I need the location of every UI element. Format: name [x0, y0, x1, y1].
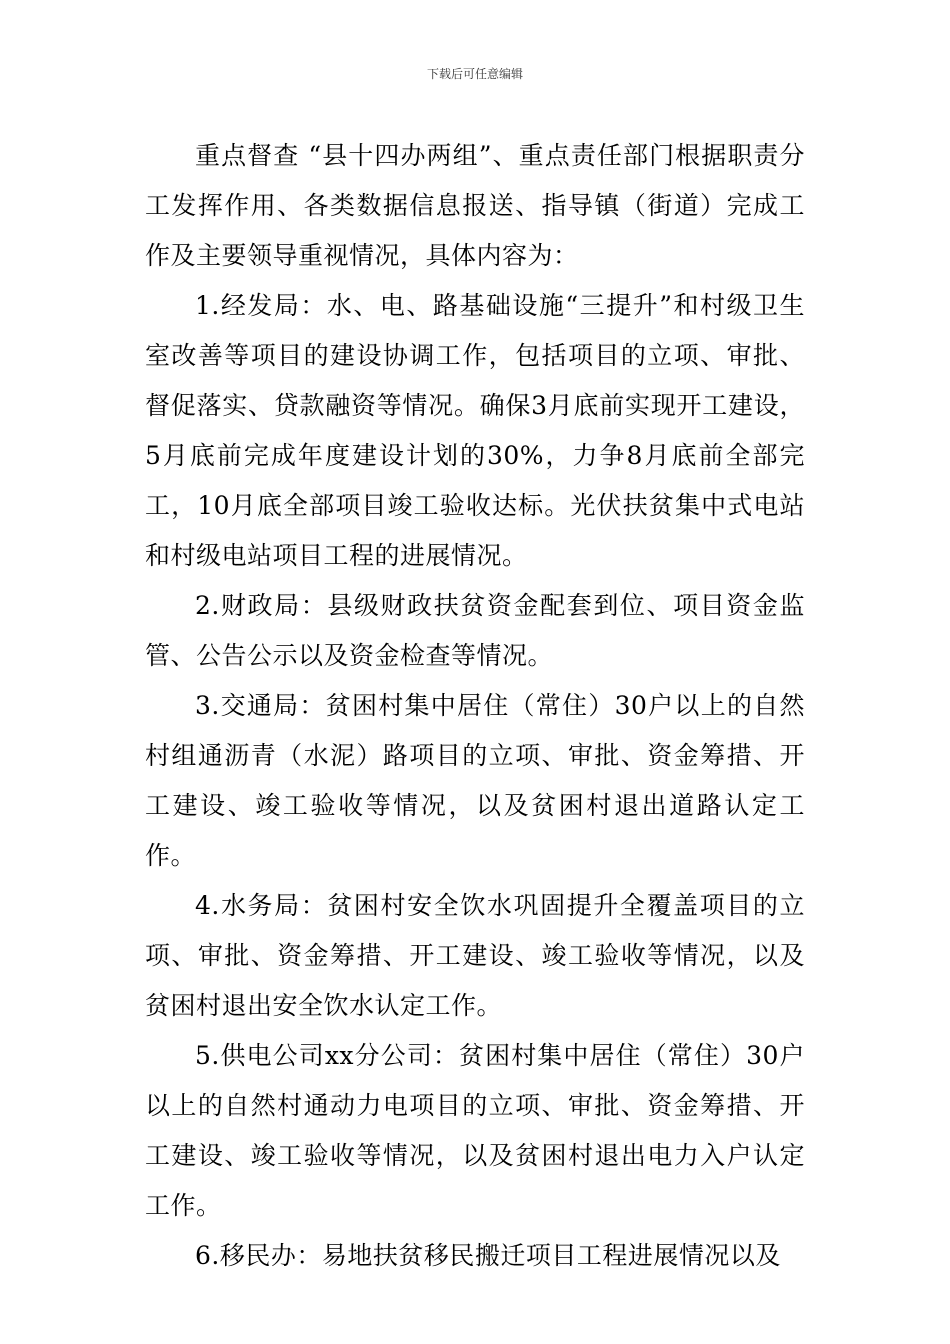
paragraph-intro: 重点督查 “县十四办两组”、重点责任部门根据职责分工发挥作用、各类数据信息报送、指导镇（街道）完成工作及主要领导重视情况，具体内容为： — [145, 141, 805, 270]
paragraph-water-bureau: 4.水务局：贫困村安全饮水巩固提升全覆盖项目的立项、审批、资金筹措、开工建设、竣工验收等情况，以及贫困村退出安全饮水认定工作。 — [145, 891, 805, 1020]
header-note: 下载后可任意编辑 — [426, 67, 523, 81]
paragraph-transport-bureau: 3.交通局：贫困村集中居住（常住）30户以上的自然村组通沥青（水泥）路项目的立项、审批、资金筹措、开工建设、竣工验收等情况，以及贫困村退出道路认定工作。 — [145, 691, 805, 870]
paragraph-finance-bureau: 2.财政局：县级财政扶贫资金配套到位、项目资金监管、公告公示以及资金检查等情况。 — [145, 591, 805, 670]
paragraph-power-company: 5.供电公司xx分公司：贫困村集中居住（常住）30户以上的自然村通动力电项目的立项、审批、资金筹措、开工建设、竣工验收等情况，以及贫困村退出电力入户认定工作。 — [145, 1041, 805, 1220]
paragraph-resettlement-office: 6.移民办：易地扶贫移民搬迁项目工程进展情况以及 — [195, 1241, 781, 1270]
paragraph-economic-bureau: 1.经发局：水、电、路基础设施“三提升”和村级卫生室改善等项目的建设协调工作，包括项目的立项、审批、督促落实、贷款融资等情况。确保3月底前实现开工建设，5月底前完成年度建设计划的30%，力争8月底前全部完工，10月底全部项目竣工验收达标。光伏扶贫集中式电站和村级电站项目工程的进展情况。 — [145, 291, 805, 570]
document-body — [145, 131, 805, 1281]
